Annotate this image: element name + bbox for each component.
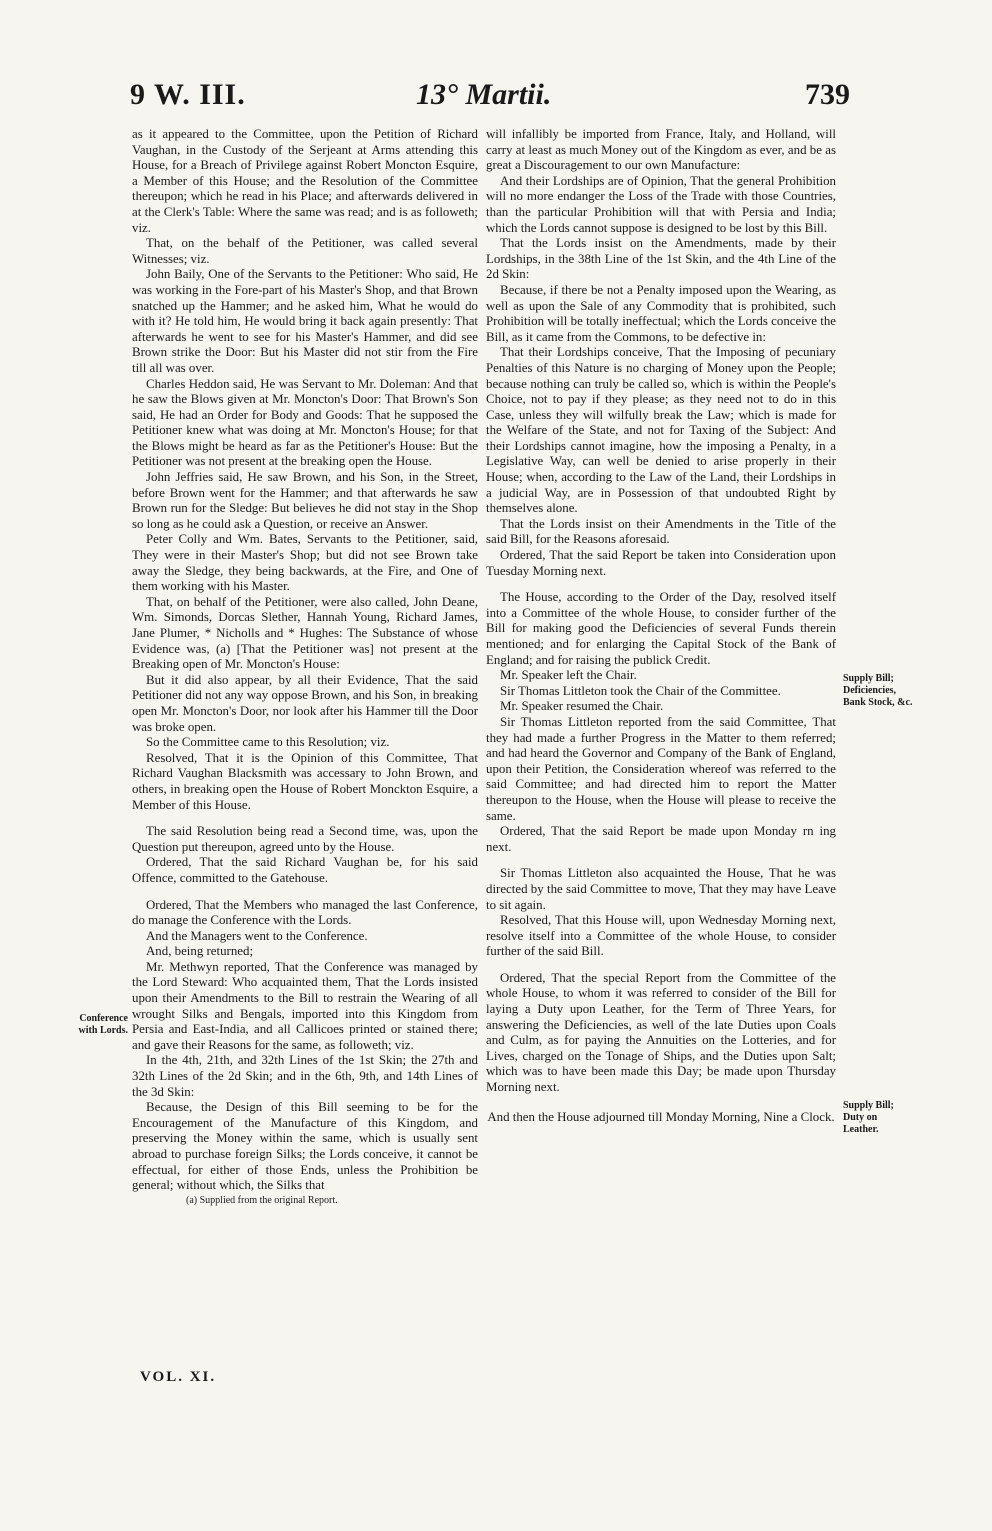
page-date: 13° Martii. <box>416 78 552 111</box>
paragraph: In the 4th, 21th, and 32th Lines of the 1st Skin; the 27th and 32th Lines of the 2d Skin; and in the 6th, 9th, and 14th Lines of the 3d Skin: <box>132 1053 478 1099</box>
paragraph: And, being returned; <box>146 944 254 959</box>
paragraph: Sir Thomas Littleton also acquainted the House, That he was directed by the said Committee to move, That they may have Leave to sit again. <box>486 866 836 912</box>
margin-note-supply-bank: Supply Bill; Deficiencies, Bank Stock, &c. <box>843 673 913 708</box>
volume-label: VOL. XI. <box>140 1369 217 1385</box>
paragraph: So the Committee came to this Resolution; viz. <box>146 735 390 750</box>
footnote: (a) Supplied from the original Report. <box>186 1194 338 1206</box>
paragraph: Resolved, That it is the Opinion of this Committee, That Richard Vaughan Blacksmith was accessary to John Brown, and others, in breaking open the House of Robert Monckton Esquire, a Member of this House. <box>132 750 478 812</box>
regnal-year: 9 W. III. <box>130 78 246 111</box>
paragraph: Mr. Speaker resumed the Chair. <box>500 699 664 714</box>
page-header <box>130 78 850 122</box>
paragraph: Because, if there be not a Penalty imposed upon the Wearing, as well as upon the Sale of any Commodity that is prohibited, such Prohibition will be totally ineffectual; which the Lords conceive the Bill, as it came from the Commons, to be defective in: <box>486 282 836 344</box>
margin-note-supply-leather: Supply Bill; Duty on Leather. <box>843 1100 894 1135</box>
paragraph: The said Resolution being read a Second time, was, upon the Question put thereupon, agreed unto by the House. <box>132 824 478 854</box>
paragraph: Mr. Speaker left the Chair. <box>500 668 637 683</box>
paragraph: Sir Thomas Littleton reported from the said Committee, That they had made a further Progress in the Matter to them referred; and had heard the Governor and Company of the Bank of England, upon their Petition, the Consideration whereof was referred to the said Committee; and had directed him to report the Matter thereupon to the House, when the House will please to receive the same. <box>486 714 836 823</box>
paragraph: Mr. Methwyn reported, That the Conference was managed by the Lord Steward: Who acquainted them, That the Lords insisted upon their Amendments to the Bill to restrain the Wearing of all wrought Silks and Bengals, imported into this Kingdom from Persia and East-India, and all Callicoes printed or stained there; and gave their Reasons for the same, as followeth; viz. <box>132 959 478 1052</box>
paragraph: Ordered, That the special Report from the Committee of the whole House, to whom it was referred to consider of the Bill for laying a Duty upon Leather, for the Term of Three Years, for answering the Deficiencies, as well of the late Duties upon Coals and Culm, as for paying the Annuities on the Lotteries, and for Lives, charged on the Tonage of Ships, and the Duties upon Salt; which was to have been made this Day; be made upon Thursday Morning next. <box>486 970 836 1095</box>
left-column <box>132 127 478 1207</box>
right-column <box>486 127 836 1125</box>
paragraph: Sir Thomas Littleton took the Chair of the Committee. <box>500 683 781 698</box>
paragraph: And the Managers went to the Conference. <box>146 928 368 943</box>
paragraph: will infallibly be imported from France, Italy, and Holland, will carry at least as much Money out of the Kingdom as ever, and be as great a Discouragement to our own Manufacture: <box>486 127 836 173</box>
paragraph: as it appeared to the Committee, upon the Petition of Richard Vaughan, in the Custody of the Serjeant at Arms attending this House, for a Breach of Privilege against Robert Moncton Esquire, a Member of this House; and the Resolution of the Committee thereupon; which he read in his Place; and afterwards delivered in at the Clerk's Table: Where the same was read; and is as followeth; viz. <box>132 127 478 235</box>
paragraph: The House, according to the Order of the Day, resolved itself into a Committee of the whole House, to consider further of the Bill for making good the Deficiencies of several Funds therein mentioned; and for enlarging the Capital Stock of the Bank of England; and for raising the publick Credit. <box>486 590 836 667</box>
paragraph: Ordered, That the said Richard Vaughan be, for his said Offence, committed to the Gatehouse. <box>132 855 478 885</box>
paragraph: Charles Heddon said, He was Servant to Mr. Doleman: And that he saw the Blows given at Mr. Moncton's Door: That Brown's Son said, He had an Order for Body and Goods: That he supposed the Petitioner knew what was doing at Mr. Moncton's House; for that the Blows might be heard as far as the Petitioner's House: But the Petitioner was not present at the breaking open the House. <box>132 376 478 469</box>
paragraph: That, on behalf of the Petitioner, were also called, John Deane, Wm. Simonds, Dorcas Slether, Hannah Young, Richard James, Jane Plumer, * Nicholls and * Hughes: The Substance of whose Evidence was, (a) [That the Petitioner was] not present at the Breaking open of Mr. Moncton's House: <box>132 594 478 672</box>
margin-note-conference: Conference with Lords. <box>78 1013 128 1036</box>
paragraph: That the Lords insist on their Amendments in the Title of the said Bill, for the Reasons aforesaid. <box>486 516 836 547</box>
paragraph: John Baily, One of the Servants to the Petitioner: Who said, He was working in the Fore-part of his Master's Shop, and that Brown snatched up the Hammer; and he asked him, What he would do with it? He told him, He would bring it back again presently: That afterwards he went to see for his Master's Hammer, and did see Brown strike the Door: But his Master did not stir from the Fire till all was over. <box>132 267 478 375</box>
paragraph: John Jeffries said, He saw Brown, and his Son, in the Street, before Brown went for the Hammer; and that afterwards he saw Brown run for the Sledge: But believes he did not stay in the Shop so long as he could ask a Question, or receive an Answer. <box>132 470 478 531</box>
paragraph: Resolved, That this House will, upon Wednesday Morning next, resolve itself into a Committee of the whole House, to consider further of the said Bill. <box>486 913 836 959</box>
paragraph: Because, the Design of this Bill seeming to be for the Encouragement of the Manufacture of this Kingdom, and preserving the Money within the same, which is usually sent abroad to purchase foreign Silks; the Lords conceive, it cannot be effectual, for either of those Ends, unless the Prohibition be general; without which, the Silks that <box>132 1100 478 1193</box>
paragraph: Ordered, That the said Report be made upon Monday rn ing next. <box>486 824 836 854</box>
paragraph: Ordered, That the Members who managed the last Conference, do manage the Conference with the Lords. <box>132 897 478 928</box>
paragraph: Peter Colly and Wm. Bates, Servants to the Petitioner, said, They were in their Master's Shop; but did not see Brown take away the Sledge, they being backwards, at the Fire, and One of them working with his Master. <box>132 532 478 594</box>
paragraph: That, on the behalf of the Petitioner, was called several Witnesses; viz. <box>132 236 478 266</box>
paragraph: But it did also appear, by all their Evidence, That the said Petitioner did not any way oppose Brown, and his Son, in breaking open Mr. Moncton's Door, nor look after his Hammer till the Door was broke open. <box>132 672 478 734</box>
paragraph: That their Lordships conceive, That the Imposing of pecuniary Penalties of this Nature is no charging of Money upon the People; because nothing can truly be called so, which is within the People's Choice, not to pay if they please; as they need not to do in this Case, unless they will wilfully break the Law; which is made for the Welfare of the State, and not for Taxing of the Subject: And their Lordships cannot imagine, how the imposing a Penalty, in a Legislative Way, can well be denied to arise properly in their House; when, according to the Law of the Land, their Lordships in a judicial Way, are in Possession of that undoubted Right by themselves alone. <box>486 345 836 516</box>
paragraph: And then the House adjourned till Monday Morning, Nine a Clock. <box>487 1109 835 1124</box>
page-number: 739 <box>805 78 850 111</box>
paragraph: Ordered, That the said Report be taken into Consideration upon Tuesday Morning next. <box>486 548 836 578</box>
paragraph: And their Lordships are of Opinion, That the general Prohibition will no more endanger the Loss of the Trade with those Countries, than the particular Prohibition will that with Persia and India; which the Lords cannot suppose is designed to be lost by this Bill. <box>486 173 836 235</box>
paragraph: That the Lords insist on the Amendments, made by their Lordships, in the 38th Line of the 1st Skin, and the 4th Line of the 2d Skin: <box>486 236 836 282</box>
